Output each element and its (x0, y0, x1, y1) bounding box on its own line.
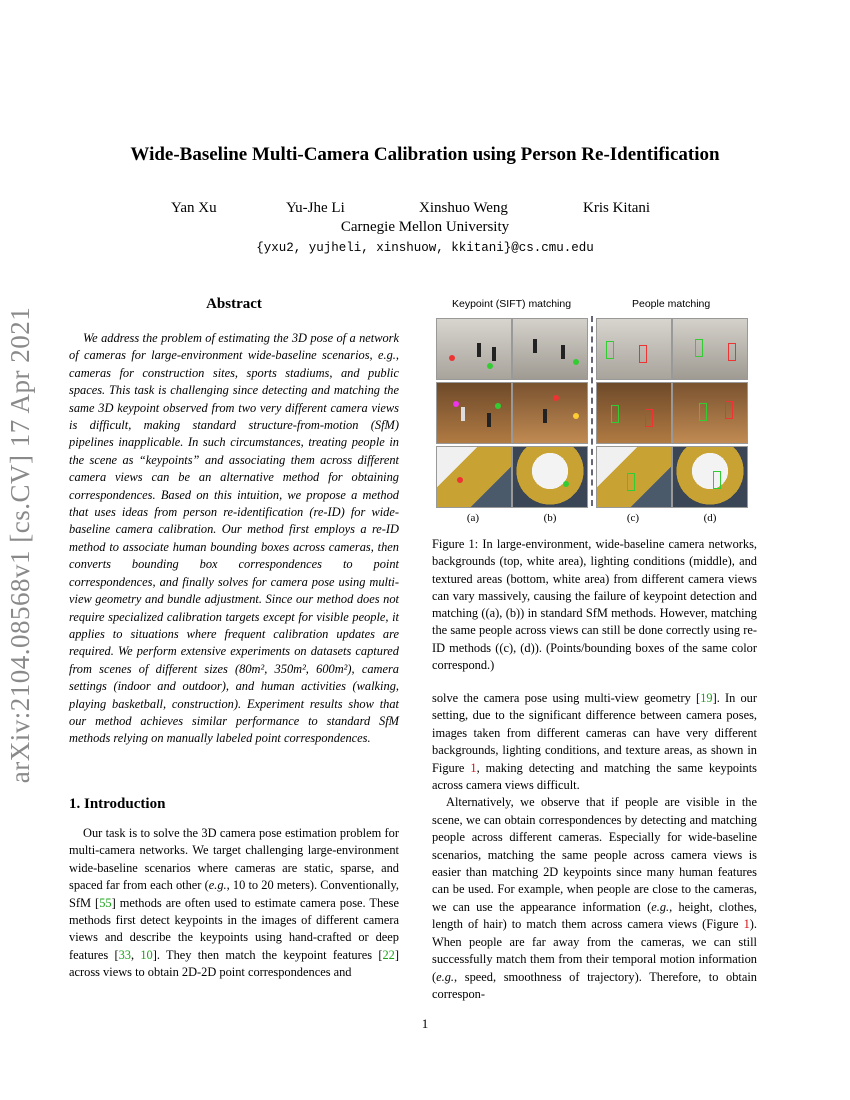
figure-photo (596, 446, 672, 508)
author-name: Xinshuo Weng (419, 200, 508, 216)
affiliation: Carnegie Mellon University (340, 219, 510, 235)
author-list (0, 200, 850, 220)
citation-link[interactable]: 22 (382, 947, 395, 962)
citation-link[interactable]: 10 (140, 947, 153, 962)
figure-caption (432, 536, 757, 674)
figure-divider (591, 316, 593, 506)
figure-reference-link[interactable]: 1 (470, 760, 477, 775)
figure-photo (672, 382, 748, 444)
subfigure-label: (c) (626, 512, 640, 524)
figure-photo (436, 446, 512, 508)
citation-link[interactable]: 33 (118, 947, 131, 962)
figure-label-keypoint: Keypoint (SIFT) matching (452, 298, 572, 310)
author-name: Yan Xu (171, 200, 217, 216)
intro-paragraph: Our task is to solve the 3D camera pose estimation problem for multi-camera networks. We target challenging large-environment wide-baseline scenarios where cameras are static, sparse, and spaced far from each other (e.g., 10 to 20 meters). Conventionally, SfM [55] methods are often used to estimate camera pose. These methods first detect keypoints in the images of different camera views and describe the keypoints using hand-crafted or deep features [33, 10]. They then match the keypoint features [22] across views to obtain 2D-2D point correspondences and (69, 826, 399, 980)
body-paragraph: solve the camera pose using multi-view geometry [19]. In our setting, due to the significant difference between camera poses, images taken from different cameras can have very different backgrounds, lighting conditions, and texture areas, as shown in Figure 1, making detecting and matching the same keypoints across camera views difficult. (432, 691, 758, 793)
arxiv-stamp: arXiv:2104.08568v1 [cs.CV] 17 Apr 2021 (5, 306, 35, 784)
figure-reference-link[interactable]: 1 (743, 917, 750, 932)
figure-photo (512, 446, 588, 508)
body-paragraph: Alternatively, we observe that if people are visible in the scene, we can obtain correspondences by detecting and matching people across different cameras. Especially for wide-baseline scenarios, matching the same people across camera views is easier than matching 2D keypoints since many human features can be used. For example, when people are close to the cameras, we can use the appearance information (e.g., height, clothes, length of hair) to match them across camera views (Figure 1). When people are far away from the cameras, we can still successfully match them from their temporal motion information (e.g., speed, smoothness of trajectory). Therefore, to obtain correspon- (432, 795, 757, 1001)
figure-photo (672, 318, 748, 380)
subfigure-label: (b) (543, 512, 557, 524)
figure-1 (432, 298, 747, 528)
abstract-body (69, 330, 399, 748)
figure-label-people: People matching (632, 298, 711, 310)
figure-photo (512, 318, 588, 380)
figure-photo (596, 382, 672, 444)
citation-link[interactable]: 19 (700, 691, 713, 705)
right-column-body (432, 690, 757, 1003)
subfigure-label: (d) (703, 512, 717, 524)
figure-photo (512, 382, 588, 444)
abstract-heading: Abstract (206, 296, 262, 312)
author-name: Yu-Jhe Li (286, 200, 345, 216)
figure-photo (672, 446, 748, 508)
subfigure-label: (a) (466, 512, 480, 524)
author-emails: {yxu2, yujheli, xinshuow, kkitani}@cs.cmu.edu (256, 241, 594, 255)
figure-photo (436, 318, 512, 380)
author-name: Kris Kitani (583, 200, 651, 216)
section-heading-introduction: 1. Introduction (69, 796, 166, 812)
caption-text: Figure 1: In large-environment, wide-baseline camera networks, backgrounds (top, white area), lighting conditions (middle), and textured areas (bottom, white area) from different camera views can vary massively, causing the failure of keypoint detection and matching ((a), (b)) in standard SfM methods. However, matching the same people across views can still be done correctly using re-ID methods ((c), (d)). (Points/bounding boxes of the same color correspond.) (432, 537, 757, 673)
figure-photo (596, 318, 672, 380)
introduction-body (69, 825, 399, 982)
page-number: 1 (421, 1016, 429, 1031)
abstract-text: We address the problem of estimating the 3D pose of a network of cameras for large-environment wide-baseline scenarios, e.g., cameras for construction sites, sports stadiums, and public spaces. This task is challenging since detecting and matching the same 3D keypoint observed from two very different camera views is difficult, making standard structure-from-motion (SfM) pipelines inapplicable. In such circumstances, treating people in the scene as “keypoints” and associating them across different camera views can be an alternative method for obtaining correspondences. Based on this intuition, we propose a method that uses ideas from person re-identification (re-ID) for wide-baseline camera calibration. Our method first employs a re-ID method to associate human bounding boxes across cameras, then converts bounding box correspondences to point correspondences, and finally solves for camera pose using multi-view geometry and bundle adjustment. Since our method does not require specialized calibration targets except for visible people, it applies to situations where frequent calibration updates are required. We perform extensive experiments on datasets captured from scenes of different sizes (80m², 350m², 600m²), camera settings (indoor and outdoor), and human activities (walking, playing basketball, construction). Experiment results show that our method achieves similar performance to standard SfM methods relying on manually labeled point correspondences. (69, 331, 399, 746)
figure-photo (436, 382, 512, 444)
paper-title: Wide-Baseline Multi-Camera Calibration using Person Re-Identification (130, 144, 720, 165)
citation-link[interactable]: 55 (99, 895, 112, 910)
